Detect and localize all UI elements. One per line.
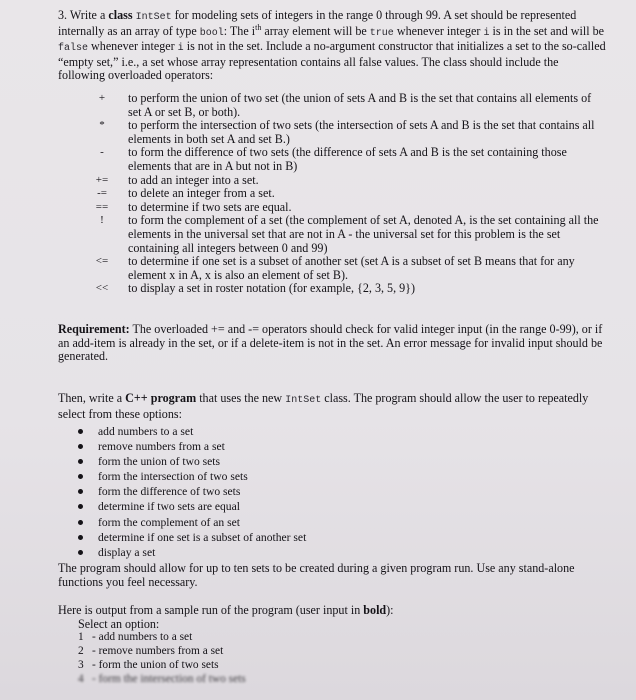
list-item: form the union of two sets — [78, 454, 598, 469]
list-item: display a set — [78, 545, 598, 560]
list-item: determine if one set is a subset of another set — [78, 530, 598, 545]
then-paragraph: Then, write a C++ program that uses the new IntSet class. The program should allow the user to repeatedly select from these options: — [58, 391, 589, 421]
bullet-icon — [78, 520, 83, 525]
list-item: form the difference of two sets — [78, 484, 598, 499]
list-item: determine if two sets are equal — [78, 499, 598, 514]
operator-add: += to add an integer into a set. — [95, 172, 259, 187]
operator-difference: - to form the difference of two sets (the difference of sets A and B is the set containing those elements that are in A but not in B) — [100, 145, 567, 173]
bullet-icon — [78, 535, 83, 540]
requirement-paragraph: Requirement: The overloaded += and -= operators should check for valid integer input (in the range 0-99), or if an add-item is already in the set, or if a delete-item is not in the set. An error message for invalid input should be generated. — [58, 322, 603, 364]
closing-paragraph: The program should allow for up to ten sets to be created during a given program run. Use any stand-alone functions you feel necessary. — [58, 561, 575, 589]
select-prompt: Select an option: — [78, 616, 160, 631]
bullet-icon — [78, 459, 83, 464]
operator-subset: <= to determine if one set is a subset of another set (set A is a subset of set B means that for any element x in A, x is also an element of set B). — [95, 254, 575, 282]
sample-heading: Here is output from a sample run of the program (user input in bold): — [58, 603, 394, 617]
menu-option-row: 4 - form the intersection of two sets — [78, 672, 246, 685]
operator-delete: -= to delete an integer from a set. — [97, 186, 275, 201]
bullet-icon — [78, 504, 83, 509]
intro-paragraph: 3. Write a class IntSet for modeling sets of integers in the range 0 through 99. A set should be represented internally as an array of type bool: The $i^{th}$ array element will be true whenever integer i is in the set and will be false whenever integer i is not in the set. Include a no-argument constructor that initializes a set to the so-called “empty set,” i.e., a set whose array representation contains all false values. The class should include the following overloaded operators: — [58, 8, 606, 83]
operator-display: << to display a set in roster notation (for example, {2, 3, 5, 9}) — [95, 281, 416, 296]
operator-union: + to perform the union of two set (the union of sets A and B is the set that contains all elements of set A or set B, or both). — [98, 91, 592, 119]
bullet-icon — [78, 429, 83, 434]
bullet-icon — [78, 550, 83, 555]
program-options-list — [78, 424, 598, 560]
bullet-icon — [78, 489, 83, 494]
operator-complement: ! to form the complement of a set (the complement of set A, denoted A, is the set containing all the elements in the universal set that are not in A - the universal set for this problem is the set containing all integers between 0 and 99) — [100, 213, 599, 255]
menu-option-row: 2 - remove numbers from a set — [78, 644, 224, 657]
menu-option-row: 3 - form the union of two sets — [78, 658, 219, 671]
sample-run — [58, 604, 606, 686]
list-item: remove numbers from a set — [78, 439, 598, 454]
list-item: form the complement of an set — [78, 515, 598, 530]
list-item: add numbers to a set — [78, 424, 598, 439]
bullet-icon — [78, 444, 83, 449]
menu-option-row: 1 - add numbers to a set — [78, 631, 193, 644]
list-item: form the intersection of two sets — [78, 469, 598, 484]
operator-equal: == to determine if two sets are equal. — [95, 199, 292, 214]
bullet-icon — [78, 474, 83, 479]
operators-list — [58, 92, 606, 296]
operator-intersection: * to perform the intersection of two sets (the intersection of sets A and B is the set that contains all elements in both set A and set B.) — [99, 118, 595, 146]
